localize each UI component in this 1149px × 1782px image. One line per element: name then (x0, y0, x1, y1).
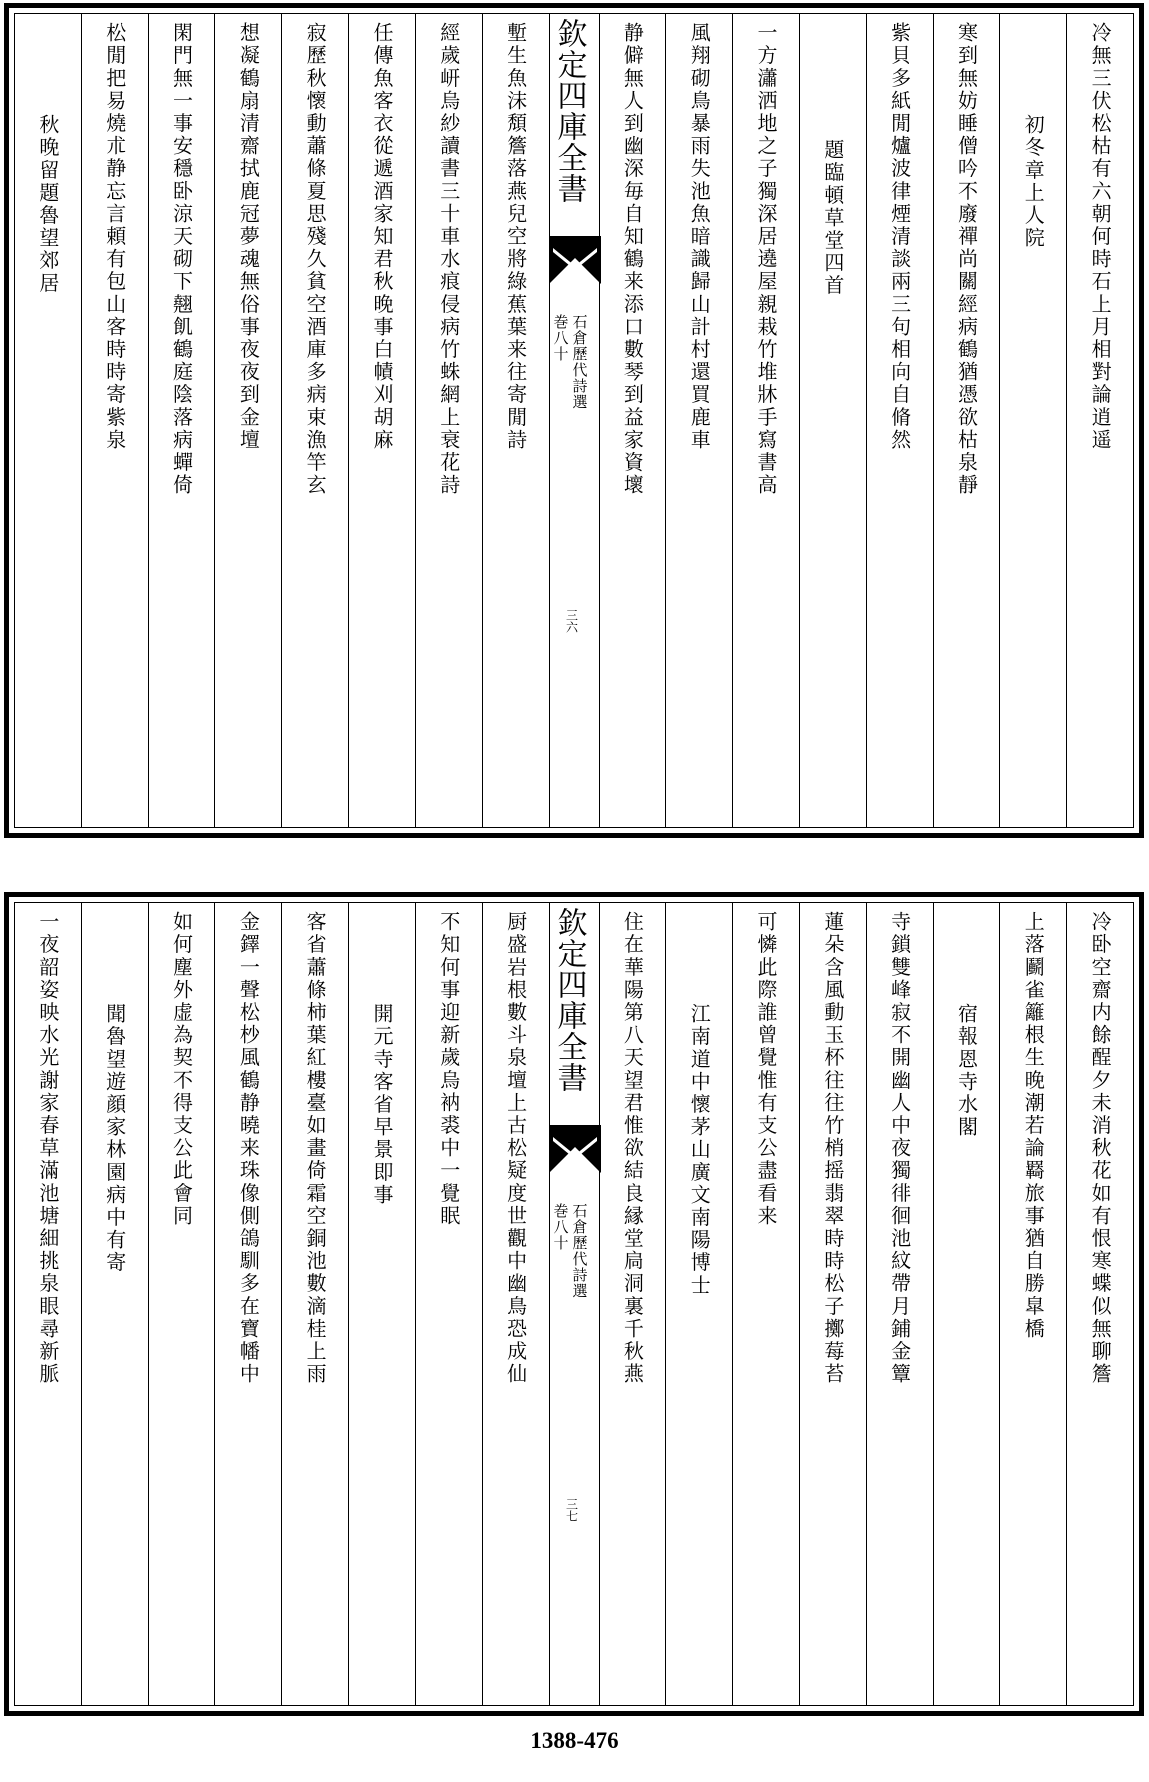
poem-title-column (933, 903, 1000, 1705)
verse-text: 一夜韶姿映水光謝家春草滿池塘細挑泉眼尋新脈 (35, 911, 60, 1386)
text-column (214, 903, 281, 1705)
verse-text: 静僻無人到幽深毎自知鶴来添口數琴到益家資壞 (620, 22, 645, 497)
book-title: 欽定四庫全書 (551, 18, 587, 204)
poem-title: 題臨頓草堂四首 (820, 139, 845, 298)
lower-folio (4, 892, 1144, 1716)
text-column (665, 14, 732, 827)
lower-columns (15, 903, 1133, 1705)
text-column (866, 14, 933, 827)
upper-folio (4, 3, 1144, 838)
verse-text: 想凝鶴扇清齋拭鹿冠夢魂無俗事夜夜到金壇 (236, 22, 261, 452)
verse-text: 閑門無一事安穩卧涼天砌下翹飢鶴庭陰落病蟬倚 (169, 22, 194, 497)
center-fold (549, 14, 599, 827)
text-column (281, 14, 348, 827)
text-column (599, 14, 666, 827)
verse-text: 風翔砌鳥暴雨失池魚暗識歸山計村還買鹿車 (687, 22, 712, 452)
anthology-title: 石倉歷代詩選 (570, 314, 589, 410)
text-column (15, 903, 81, 1705)
verse-text: 如何塵外虚為契不得支公此會同 (169, 911, 194, 1228)
text-column (799, 903, 866, 1705)
poem-title-column (15, 14, 81, 827)
text-column (866, 903, 933, 1705)
verse-text: 不知何事迎新歲烏衲裘中一覺眠 (436, 911, 461, 1228)
leaf-number: 三七 (564, 1498, 579, 1522)
poem-title-column (799, 14, 866, 827)
verse-text: 可憐此際誰曾覺惟有支公盡看来 (754, 911, 779, 1228)
poem-title: 宿報恩寺水閣 (954, 1003, 979, 1139)
fish-tail-mark-icon (549, 1125, 601, 1175)
upper-columns (15, 14, 1133, 827)
text-column (732, 903, 799, 1705)
text-column (148, 14, 215, 827)
text-column (281, 903, 348, 1705)
poem-title-column (665, 903, 732, 1705)
text-column (81, 14, 148, 827)
verse-text: 松閒把易燒朮静忘言頼有包山客時時寄紫泉 (102, 22, 127, 452)
text-column (482, 14, 549, 827)
text-column (599, 903, 666, 1705)
verse-text: 蓮朵含風動玉杯往往竹梢摇翡翠時時松子擲莓苔 (820, 911, 845, 1386)
verse-text: 寒到無妨睡僧吟不廢禪尚關經病鶴猶憑欲枯泉靜 (954, 22, 979, 497)
anthology-title: 石倉歷代詩選 (570, 1203, 589, 1299)
volume-number: 巻八十 (551, 314, 570, 362)
verse-text: 塹生魚沫頽簷落燕兒空將綠蕉葉来往寄閒詩 (503, 22, 528, 452)
verse-text: 金鐸一聲松杪風鶴静曉来珠像側鴿馴多在寶幡中 (236, 911, 261, 1386)
page-number: 1388-476 (530, 1728, 619, 1753)
text-column (1066, 14, 1133, 827)
poem-title: 秋晚留題魯望郊居 (35, 114, 60, 295)
text-column (415, 903, 482, 1705)
verse-text: 寺鎖雙峰寂不開幽人中夜獨徘徊池紋帶月鋪金簟 (887, 911, 912, 1386)
lower-folio-frame (14, 902, 1134, 1706)
upper-folio-frame (14, 13, 1134, 828)
verse-text: 厨盛岩根數斗泉壇上古松疑度世觀中幽鳥恐成仙 (503, 911, 528, 1386)
poem-title: 初冬章上人院 (1021, 114, 1046, 250)
text-column (348, 14, 415, 827)
text-column (1066, 903, 1133, 1705)
poem-title-column (999, 14, 1066, 827)
poem-title-column (81, 903, 148, 1705)
text-column (148, 903, 215, 1705)
verse-text: 任傳魚客衣從遞酒家知君秋晚事白幘刈胡麻 (369, 22, 394, 452)
text-column (214, 14, 281, 827)
text-column (933, 14, 1000, 827)
volume-number: 巻八十 (551, 1203, 570, 1251)
leaf-number: 三六 (564, 609, 579, 633)
text-column (999, 903, 1066, 1705)
verse-text: 住在華陽第八天望君惟欲結良縁堂扃洞裏千秋燕 (620, 911, 645, 1386)
verse-text: 一方瀟洒地之子獨深居遶屋親栽竹堆牀手寫書高 (754, 22, 779, 497)
verse-text: 冷無三伏松枯有六朝何時石上月相對論逍遥 (1088, 22, 1113, 452)
fish-tail-mark-icon (549, 236, 601, 286)
poem-title-column (348, 903, 415, 1705)
verse-text: 客省蕭條柿葉紅樓臺如畫倚霜空銅池數滴桂上雨 (303, 911, 328, 1386)
text-column (482, 903, 549, 1705)
poem-title: 江南道中懷茅山廣文南陽博士 (687, 1003, 712, 1297)
verse-text: 寂歷秋懷動蕭條夏思殘久貧空酒庫多病束漁竿玄 (303, 22, 328, 497)
verse-text: 經歲岍烏紗讀書三十車水痕侵病竹蛛網上衰花詩 (436, 22, 461, 497)
text-column (732, 14, 799, 827)
verse-text: 上落鬬雀籬根生晚潮若論羇旅事猶自勝皐橋 (1021, 911, 1046, 1341)
text-column (415, 14, 482, 827)
poem-title: 聞魯望遊顔家林園病中有寄 (102, 1003, 127, 1275)
center-fold (549, 903, 599, 1705)
book-title: 欽定四庫全書 (551, 907, 587, 1093)
poem-title: 開元寺客省早景即事 (369, 1003, 394, 1207)
verse-text: 冷卧空齋内餘酲夕未消秋花如有恨寒蝶似無聊簷 (1088, 911, 1113, 1386)
verse-text: 紫貝多紙閒爐波律煙清談兩三句相向自脩然 (887, 22, 912, 452)
